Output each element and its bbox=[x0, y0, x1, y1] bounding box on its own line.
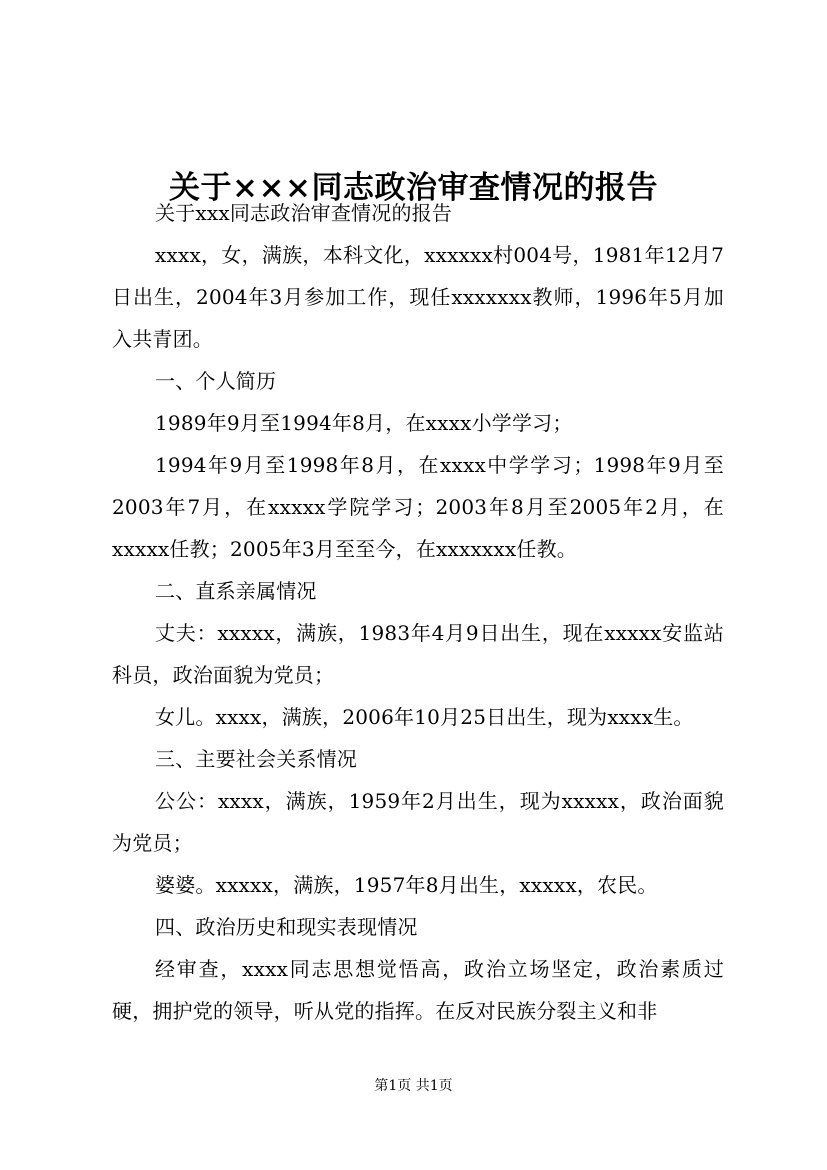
paragraph-father-in-law: 公公：xxxx，满族，1959年2月出生，现为xxxxx，政治面貌为党员； bbox=[112, 789, 724, 855]
paragraph-subtitle: 关于xxx同志政治审查情况的报告 bbox=[155, 201, 453, 225]
paragraph-daughter: 女儿。xxxx，满族，2006年10月25日出生，现为xxxx生。 bbox=[155, 705, 694, 729]
paragraph-personal-info: xxxx，女，满族，本科文化，xxxxxx村004号，1981年12月7日出生，2004年3月参加工作，现任xxxxxxx教师，1996年5月加入共青团。 bbox=[112, 243, 724, 351]
paragraph-resume-primary: 1989年9月至1994年8月，在xxxx小学学习； bbox=[155, 411, 573, 435]
section-heading-social: 三、主要社会关系情况 bbox=[155, 747, 357, 771]
paragraph-husband: 丈夫：xxxxx，满族，1983年4月9日出生，现在xxxxx安监站科员，政治面貌为党员； bbox=[112, 621, 724, 687]
page-number-footer: 第1页 共1页 bbox=[374, 1078, 453, 1094]
paragraph-political-review: 经审查，xxxx同志思想觉悟高，政治立场坚定，政治素质过硬，拥护党的领导，听从党的指挥。在反对民族分裂主义和非 bbox=[112, 957, 724, 1023]
document-body bbox=[112, 192, 724, 1032]
document-title: 关于×××同志政治审查情况的报告 bbox=[169, 169, 658, 206]
section-heading-political: 四、政治历史和现实表现情况 bbox=[155, 915, 418, 939]
paragraph-resume-later: 1994年9月至1998年8月，在xxxx中学学习；1998年9月至2003年7月，在xxxxx学院学习；2003年8月至2005年2月，在xxxxx任教；2005年3月至至今，在xxxxxxx任教。 bbox=[112, 453, 724, 561]
section-heading-relatives: 二、直系亲属情况 bbox=[155, 579, 317, 603]
paragraph-mother-in-law: 婆婆。xxxxx，满族，1957年8月出生，xxxxx，农民。 bbox=[155, 873, 658, 897]
section-heading-resume: 一、个人简历 bbox=[155, 369, 277, 393]
